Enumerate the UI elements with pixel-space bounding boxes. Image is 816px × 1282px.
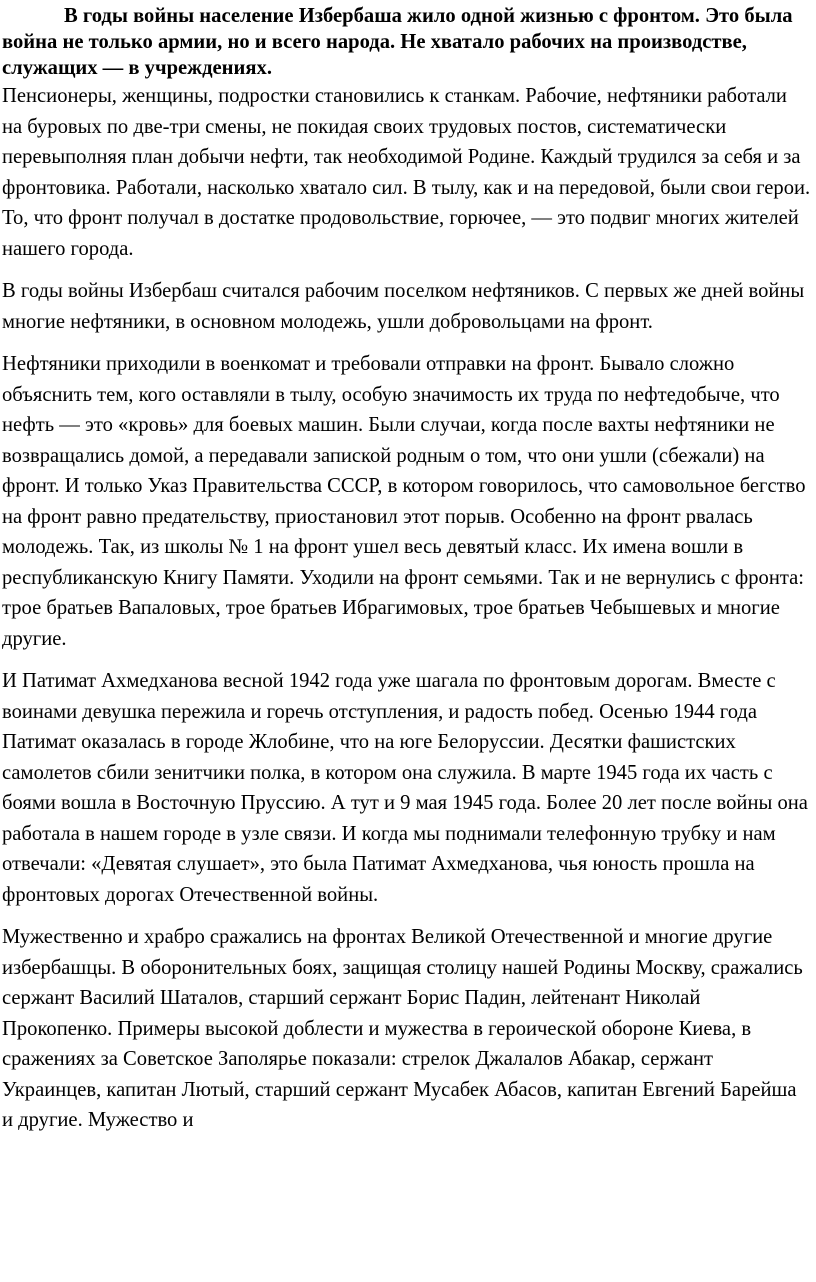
paragraph-courage: Мужественно и храбро сражались на фронтах Великой Отечественной и многие другие избербашцы. В оборонительных боях, защищая столицу нашей Родины Москву, сражались сержант Василий Шаталов, старший сержант Борис Падин, лейтенант Николай Прокопенко. Примеры высокой доблести и мужества в героической обороне Киева, в сражениях за Советское Заполярье показали: стрелок Джалалов Абакар, сержант Украинцев, капитан Лютый, старший сержант Мусабек Абасов, капитан Евгений Барейша и другие. Мужество и (2, 926, 803, 1131)
paragraph-home-front: Пенсионеры, женщины, подростки становились к станкам. Рабочие, нефтяники работали на буровых по две-три смены, не покидая своих трудовых постов, систематически перевыполняя план добычи нефти, так необходимой Родине. Каждый трудился за себя и за фронтовика. Работали, насколько хватало сил. В тылу, как и на передовой, были свои герои. То, что фронт получал в достатке продовольствие, горючее, — это подвиг многих жителей нашего города. (2, 85, 811, 260)
lead-paragraph: В годы войны население Избербаша жило одной жизнью с фронтом. Это была война не только армии, но и всего народа. Не хватало рабочих на производстве, служащих — в учреждениях. (2, 5, 793, 79)
paragraph-oil-workers-settlement: В годы войны Избербаш считался рабочим поселком нефтяников. С первых же дней войны многие нефтяники, в основном молодежь, ушли добровольцами на фронт. (2, 280, 805, 333)
paragraph-patimat-akhmedkhanova: И Патимат Ахмедханова весной 1942 года уже шагала по фронтовым дорогам. Вместе с воинами девушка пережила и горечь отступления, и радость побед. Осенью 1944 года Патимат оказалась в городе Жлобине, что на юге Белоруссии. Десятки фашистских самолетов сбили зенитчики полка, в котором она служила. В марте 1945 года их часть с боями вошла в Восточную Пруссию. А тут и 9 мая 1945 года. Более 20 лет после войны она работала в нашем городе в узле связи. И когда мы поднимали телефонную трубку и нам отвечали: «Девятая слушает», это была Патимат Ахмедханова, чья юность прошла на фронтовых дорогах Отечественной войны. (2, 670, 808, 906)
paragraph-volunteers: Нефтяники приходили в военкомат и требовали отправки на фронт. Бывало сложно объяснить тем, кого оставляли в тылу, особую значимость их труда по нефтедобыче, что нефть — это «кровь» для боевых машин. Были случаи, когда после вахты нефтяники не возвращались домой, а передавали запиской родным о том, что они ушли (сбежали) на фронт. И только Указ Правительства СССР, в котором говорилось, что самовольное бегство на фронт равно предательству, приостановил этот порыв. Особенно на фронт рвалась молодежь. Так, из школы № 1 на фронт ушел весь девятый класс. Их имена вошли в республиканскую Книгу Памяти. Уходили на фронт семьями. Так и не вернулись с фронта: трое братьев Вапаловых, трое братьев Ибрагимовых, трое братьев Чебышевых и многие другие. (2, 353, 806, 650)
